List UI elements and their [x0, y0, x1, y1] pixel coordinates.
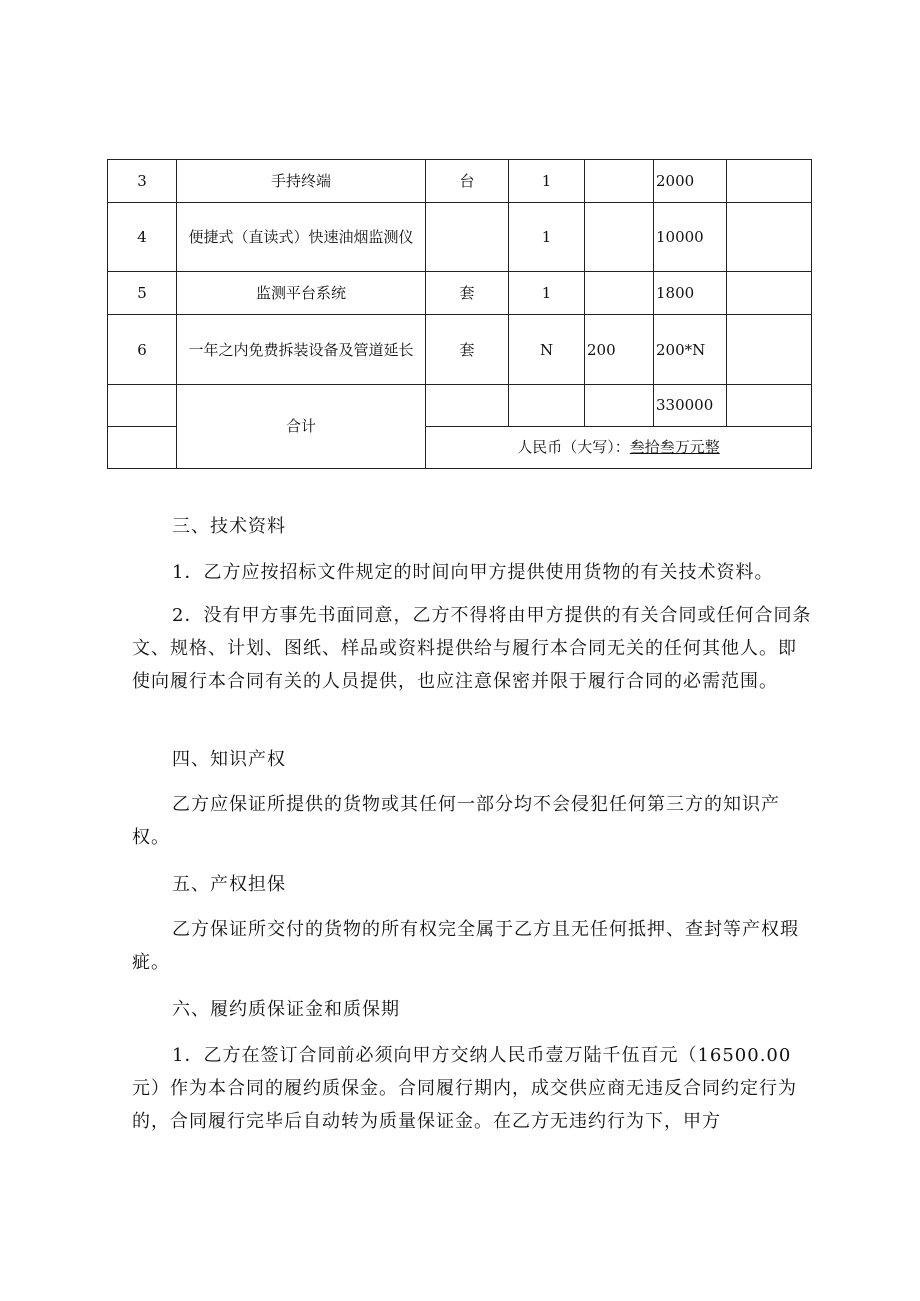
table-row	[108, 315, 812, 384]
row-number: 6	[108, 315, 177, 384]
item-total: 2000	[654, 160, 727, 203]
table-row	[108, 272, 812, 315]
item-quantity: 1	[509, 203, 585, 272]
table-row	[108, 203, 812, 272]
item-unit: 台	[426, 160, 509, 203]
section-3-para-1: 1．乙方应按招标文件规定的时间向甲方提供使用货物的有关技术资料。	[172, 562, 774, 583]
item-unit: 套	[426, 272, 509, 315]
item-name: 一年之内免费拆装设备及管道延长	[177, 315, 426, 384]
sum-row	[108, 384, 812, 426]
item-unit: 套	[426, 315, 509, 384]
row-number: 3	[108, 160, 177, 203]
item-unit-price	[585, 160, 654, 203]
sum-total: 330000	[654, 384, 727, 426]
item-unit-price	[585, 203, 654, 272]
item-total: 1800	[654, 272, 727, 315]
section-4-title: 四、知识产权	[172, 749, 286, 770]
empty-cell	[585, 384, 654, 426]
rmb-label: 人民币（大写）：	[517, 438, 630, 457]
item-total: 10000	[654, 203, 727, 272]
rmb-cell	[426, 426, 812, 468]
item-unit-price	[585, 272, 654, 315]
empty-cell	[426, 384, 509, 426]
item-total: 200*N	[654, 315, 727, 384]
section-6-title: 六、履约质保证金和质保期	[172, 999, 400, 1020]
rmb-amount: 叁拾叁万元整	[629, 438, 720, 457]
empty-cell	[727, 384, 812, 426]
item-unit	[426, 203, 509, 272]
item-name: 监测平台系统	[177, 272, 426, 315]
item-note	[727, 160, 812, 203]
item-name: 手持终端	[177, 160, 426, 203]
item-quantity: N	[509, 315, 585, 384]
item-quantity: 1	[509, 160, 585, 203]
item-note	[727, 203, 812, 272]
row-number: 4	[108, 203, 177, 272]
item-unit-price: 200	[585, 315, 654, 384]
section-3-para-2: 2．没有甲方事先书面同意，乙方不得将由甲方提供的有关合同或任何合同条文、规格、计划、图纸、样品或资料提供给与履行本合同无关的任何其他人。即使向履行本合同有关的人员提供，也应注意保密并限于履行合同的必需范围。	[132, 605, 812, 692]
section-4-para-1: 乙方应保证所提供的货物或其任何一部分均不会侵犯任何第三方的知识产权。	[132, 794, 780, 848]
section-3-title: 三、技术资料	[172, 516, 286, 537]
section-5-title: 五、产权担保	[172, 874, 286, 895]
item-note	[727, 315, 812, 384]
price-table	[107, 159, 812, 469]
row-number: 5	[108, 272, 177, 315]
item-name: 便捷式（直读式）快速油烟监测仪	[177, 203, 426, 272]
section-6-para-1: 1．乙方在签订合同前必须向甲方交纳人民币壹万陆千伍百元（16500.00元）作为本合同的履约质保金。合同履行期内，成交供应商无违反合同约定行为的，合同履行完毕后自动转为质量保证金。在乙方无违约行为下，甲方	[132, 1045, 797, 1132]
empty-cell	[108, 384, 177, 426]
item-quantity: 1	[509, 272, 585, 315]
sum-label: 合计	[177, 384, 426, 468]
empty-cell	[108, 426, 177, 468]
table-row	[108, 160, 812, 203]
empty-cell	[509, 384, 585, 426]
item-note	[727, 272, 812, 315]
section-5-para-1: 乙方保证所交付的货物的所有权完全属于乙方且无任何抵押、查封等产权瑕疵。	[132, 919, 799, 973]
